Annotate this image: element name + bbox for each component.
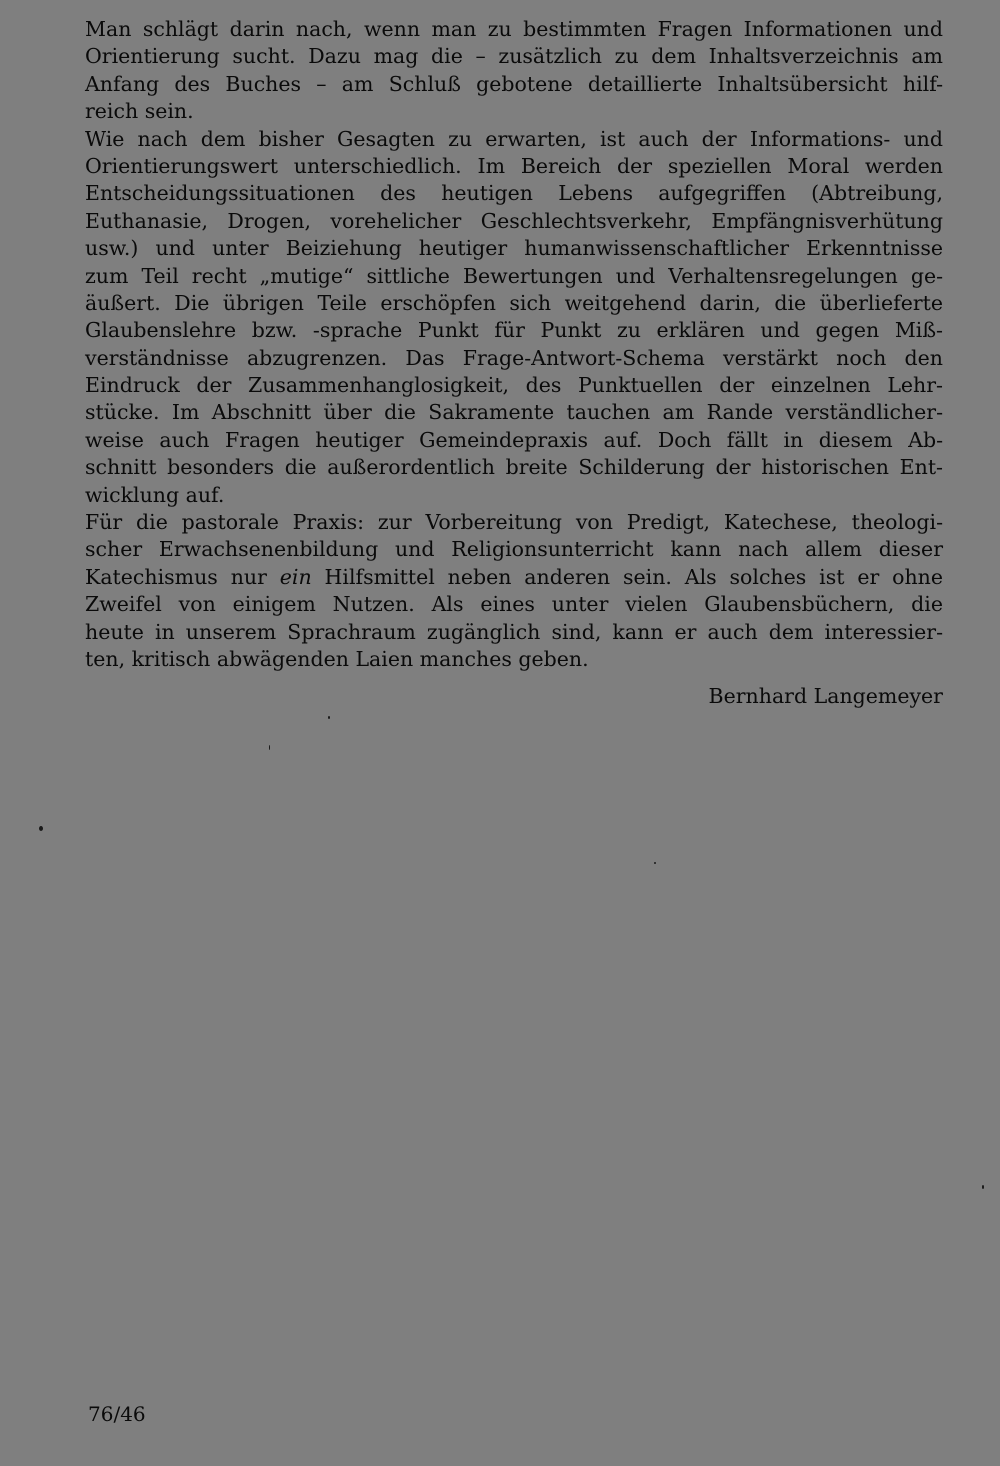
text-line: Für die pastorale Praxis: zur Vorbereitung von Predigt, Katechese, theologi-	[85, 510, 943, 535]
text-line: schnitt besonders die außerordentlich breite Schilderung der historischen Ent-	[85, 455, 943, 480]
text-line: Wie nach dem bisher Gesagten zu erwarten, ist auch der Informations- und	[85, 126, 943, 151]
text-line: Euthanasie, Drogen, vorehelicher Geschlechtsverkehr, Empfängnisverhütung	[85, 208, 943, 233]
text-line: Katechismus nur ein Hilfsmittel neben anderen sein. Als solches ist er ohne	[85, 564, 943, 589]
scan-speck	[269, 745, 270, 750]
scan-speck	[39, 826, 43, 831]
text-line: scher Erwachsenenbildung und Religionsunterricht kann nach allem dieser	[85, 537, 943, 562]
text-line: Entscheidungssituationen des heutigen Lebens aufgegriffen (Abtreibung,	[85, 181, 943, 206]
text-line: zum Teil recht „mutige“ sittliche Bewertungen und Verhaltensregelungen ge-	[85, 263, 943, 288]
text-line: Orientierung sucht. Dazu mag die – zusätzlich zu dem Inhaltsverzeichnis am	[85, 44, 943, 69]
page-number: 76/46	[88, 1402, 146, 1426]
scan-speck	[654, 862, 656, 864]
text-line: äußert. Die übrigen Teile erschöpfen sich weitgehend darin, die überlieferte	[85, 290, 943, 315]
text-line: Anfang des Buches – am Schluß gebotene detaillierte Inhaltsübersicht hilf-	[85, 71, 943, 96]
article-text	[85, 16, 943, 673]
text-line: stücke. Im Abschnitt über die Sakramente tauchen am Rande verständlicher-	[85, 400, 943, 425]
text-line: Man schlägt darin nach, wenn man zu bestimmten Fragen Informationen und	[85, 17, 943, 41]
text-line: ten, kritisch abwägenden Laien manches geben.	[85, 646, 589, 671]
text-line: verständnisse abzugrenzen. Das Frage-Antwort-Schema verstärkt noch den	[85, 345, 943, 370]
text-line: Eindruck der Zusammenhanglosigkeit, des Punktuellen der einzelnen Lehr-	[85, 373, 943, 398]
text-line: reich sein.	[85, 99, 194, 124]
scan-speck	[328, 716, 330, 719]
paragraph-2	[85, 126, 943, 509]
paragraph-1	[85, 16, 943, 126]
scan-speck	[982, 1185, 984, 1189]
author-signature: Bernhard Langemeyer	[708, 684, 943, 708]
text-line: Zweifel von einigem Nutzen. Als eines unter vielen Glaubensbüchern, die	[85, 592, 943, 617]
text-line: usw.) und unter Beiziehung heutiger humanwissenschaftlicher Erkenntnisse	[85, 236, 943, 261]
text-line: Orientierungswert unterschiedlich. Im Bereich der speziellen Moral werden	[85, 153, 943, 178]
text-line: wicklung auf.	[85, 482, 225, 507]
paragraph-3	[85, 509, 943, 673]
text-line: Glaubenslehre bzw. -sprache Punkt für Punkt zu erklären und gegen Miß-	[85, 318, 943, 343]
emphasis-word: ein	[279, 564, 312, 589]
text-line: heute in unserem Sprachraum zugänglich sind, kann er auch dem interessier-	[85, 619, 943, 644]
text-line: weise auch Fragen heutiger Gemeindepraxis auf. Doch fällt in diesem Ab-	[85, 427, 943, 452]
